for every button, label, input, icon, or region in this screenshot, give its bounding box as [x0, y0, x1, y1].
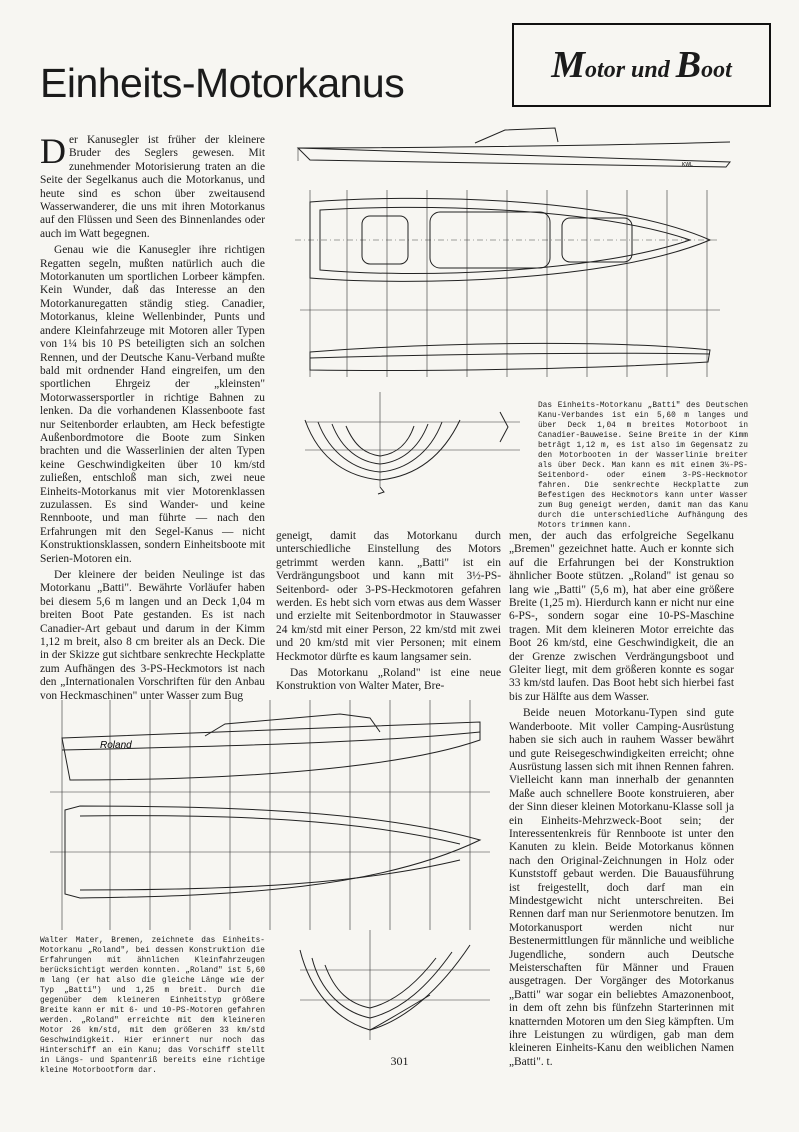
paragraph-roland: Das Motorkanu „Roland" ist eine neue Konstruktion von Walter Mater, Bre-	[276, 667, 501, 693]
batti-section-drawing	[300, 392, 530, 502]
dropcap: D	[40, 131, 66, 171]
text-column-3	[509, 530, 734, 1072]
roland-plan-view-drawing	[40, 800, 500, 905]
magazine-brand: Motor und Boot	[551, 44, 732, 86]
page-number: 301	[390, 1054, 409, 1068]
paragraph-batti: Der kleinere der beiden Neulinge ist das Motorkanu „Batti". Bewährte Vorläufer haben bei diesem 5,6 m langen und an Deck 1,04 m breiten Boot Pate gestanden. Es ist nach Canadier-Art gebaut und darum in der Kimm 1,12 m breit, also 8 cm breiter als an Deck. Die in der Skizze gut sichtbare senkrechte Heckplatte zum Aufhängen des 3-PS-Heckmotors ist nach den „Internationalen Vorschriften für den Anbau von Heckmaschinen" unter Wasser zum Bug	[40, 569, 265, 702]
batti-plan-view-drawing	[290, 182, 740, 387]
roland-side-profile-drawing	[40, 700, 500, 800]
caption-roland: Walter Mater, Bremen, zeichnete das Einheits-Motorkanu „Roland", bei dessen Konstruktion die Erfahrungen mit ähnlichen Kleinfahrzeugen berücksichtigt werden konnten. „Roland" ist 5,60 m lang (er hat also die gleiche Länge wie der Typ „Batti") und 1,25 m breit. Durch die gegenüber dem kleineren Einheitstyp größere Breite kann er mit 6- und 10-PS-Motoren gefahren werden. „Roland" erreichte mit dem kleineren Motor 26 km/std, mit dem größeren 33 km/std Geschwindigkeit. Hier erinnert nur noch das Hinterschiff an ein Kanu; das Vorschiff stellt in Längs- und Spantenriß bereits eine richtige kleine Motorbootform dar.	[40, 937, 265, 1075]
paragraph-intro: Der Kanusegler ist früher der kleinere Bruder des Seglers gewesen. Mit zunehmender Motorisierung traten an die Seite der Segelkanus auch die Motorkanus, und heute sind es schon über zweitausend Wasserwanderer, die uns mit ihren Motorkanus auf den Flüssen und Seen des Binnenlandes oder auch im Watt begegnen.	[40, 131, 265, 240]
text-column-2	[276, 530, 501, 697]
article-title: Einheits-Motorkanus	[40, 60, 405, 106]
kwl-label: KWL	[682, 162, 693, 168]
paragraph-roland-cont: men, der auch das erfolgreiche Segelkanu „Bremen" gezeichnet hatte. Auch er konnte sich auf die Erfahrungen bei der Konstruktion ähnlicher Boote stützen. „Roland" ist genau so lang wie „Batti" (5,6 m), hat aber eine größere Breite (1,25 m). Hierdurch kann er nicht nur eine 6-PS-, sondern sogar eine 10-PS-Maschine tragen. Mit dem kleineren Motor erreichte das Boot 26 km/std, eine Geschwindigkeit, die an der Grenze zwischen Verdrängungsboot und Gleiter liegt, mit dem größeren konnte es sogar 33 km/std laufen. Das Boot hebt sich hierbei fast bis zur Hälfte aus dem Wasser.	[509, 530, 734, 703]
paragraph-wanderboote: Beide neuen Motorkanu-Typen sind gute Wanderboote. Mit voller Camping-Ausrüstung haben sie sich auch in rauhem Wasser bewährt und gute Reisegeschwindigkeiten erreicht; ohne Ausrüstung lassen sich mit ihnen Rennen fahren. Vielleicht kann man innerhalb der genannten Maße auch schnellere Boote konstruieren, aber der Sinn dieser kleinen Motorkanu-Klasse soll ja ein Einheits-Mehrzweck-Boot sein; der Interessentenkreis für Rennboote ist unter den Kanuten zu klein. Beide Motorkanus können nach den Original-Zeichnungen in Holz oder Kunststoff gebaut werden. Die Bauausführung ist freigestellt, doch darf man ein Mindestgewicht nicht unterschreiten. Bei Rennen darf man nur Serienmotore benutzen. Im Motorkanusport werden nicht nur Bestenermittlungen für männliche und weibliche Jugendliche, sondern auch Deutsche Meisterschaften für Männer und Frauen ausgetragen. Der Vorgänger des Motorkanus „Batti" war sogar ein beliebtes Amazonenboot, in dem oft zehn bis fünfzehn Starterinnen mit knatternden Motoren um den Sieg kämpften. Um ihre Leistungen zu würdigen, gab man dem kleineren Einheits-Kanu den weiblichen Namen „Batti". t.	[509, 707, 734, 1068]
paragraph-regatten: Genau wie die Kanusegler ihre richtigen Regatten segeln, mußten natürlich auch die Motorkanuten um sportlichen Lorbeer kämpfen. Kein Wunder, daß das Interesse an den Motorkanuregatten ständig stieg. Canadier, Motorkanus, kleine Wellenbinder, Punts und andere Kleinfahrzeuge mit Motoren aller Typen von 1¼ bis 10 PS beteiligten sich an solchen Rennen, und der Deutsche Kanu-Verband mußte bald mit ordnender Hand eingreifen, um den sportlichen Ehrgeiz der „kleinsten" Motorwassersportler in richtige Bahnen zu lenken. Da die vorhandenen Klassenboote fast nur Seitenborder erlaubten, am Heck befestigte Außenbordmotore die Boote zum Sinken brachten und die Wasserlinien der alten Typen keine Geschwindigkeiten über 10 km/std zuließen, entschloß man sich, zwei neue Einheits-Motorkanus mit vier Motorenklassen zuzulassen. Es sind Wander- und keine Rennboote, und man führte — nach den Erfahrungen mit den Segel-Kanus — nicht Konstruktionsklassen, sondern Einheitsboote mit Serien-Motoren ein.	[40, 244, 265, 565]
paragraph-batti-cont: geneigt, damit das Motorkanu durch unterschiedliche Einstellung des Motors getrimmt werden kann. „Batti" ist ein Verdrängungsboot und kann mit 3½-PS-Seitenbord- oder 3-PS-Heckmotoren gefahren werden. Es hebt sich vorn etwas aus dem Wasser und erzielte mit Seitenbordmotor in Stauwasser 24 km/std mit einer Person, 22 km/std mit zwei und 20 km/std mit vier Personen; mit einem Heckmotor dürfte es kaum langsamer sein.	[276, 530, 501, 663]
roland-section-drawing	[290, 930, 510, 1050]
caption-batti: Das Einheits-Motorkanu „Batti" des Deutschen Kanu-Verbandes ist ein 5,60 m langes und über Deck 1,04 m breites Motorboot in Canadier-Bauweise. Seine Breite in der Kimm beträgt 1,12 m, es ist also im Gegensatz zu den Motorbooten in der Wasserlinie breiter als über Deck. Man kann es mit einem 3½-PS-Seitenbord- oder einem 3-PS-Heckmotor fahren. Die senkrechte Heckplatte zum Befestigen des Heckmotors kann unter Wasser zum Bug geneigt werden, damit man das Kanu durch die unterschiedliche Aufhängung des Motors trimmen kann.	[538, 402, 748, 530]
batti-side-profile-drawing	[290, 120, 740, 180]
magazine-brand-box	[512, 23, 771, 107]
roland-name-label: Roland	[100, 740, 132, 751]
text-column-1	[40, 131, 265, 706]
